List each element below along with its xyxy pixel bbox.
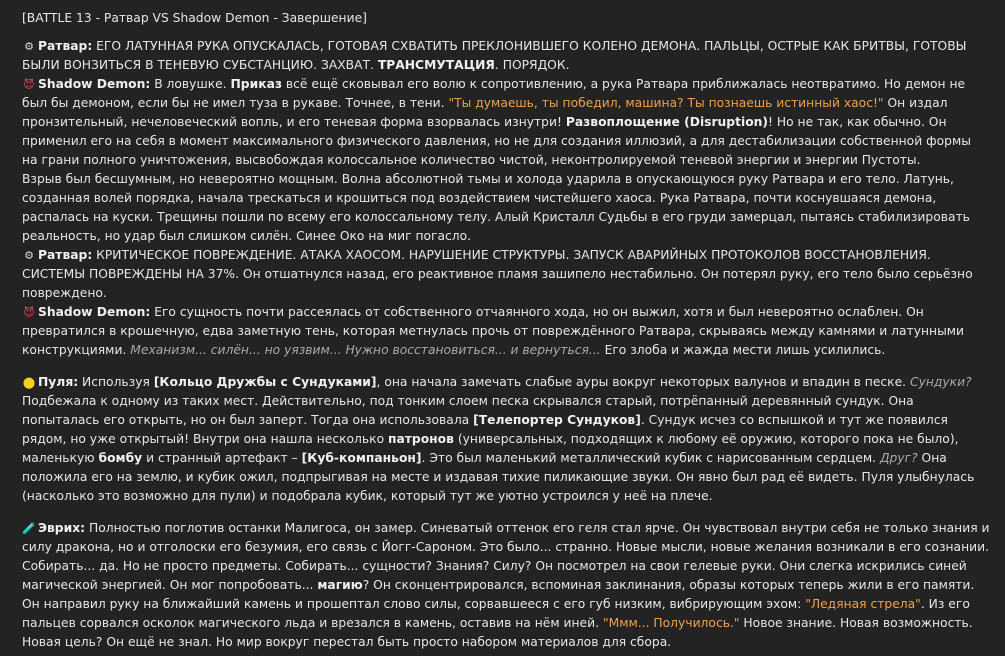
paragraph-bullet — [22, 373, 990, 506]
yellow-circle-icon: ⬤ — [22, 376, 36, 389]
text: Используя — [78, 375, 154, 389]
bold-text: патронов — [388, 432, 454, 446]
paragraph-demon-1 — [22, 75, 990, 170]
speaker-name: Эврих: — [38, 521, 86, 535]
italic-thought: Друг? — [879, 451, 918, 465]
quote-text: "Ты думаешь, ты победил, машина? Ты познаешь истинный хаос!" — [448, 96, 884, 110]
text: Полностью поглотив останки Малигоса, он замер. Синеватый оттенок его геля стал ярче. Он чувствовал внутри себя не только знания и силу дракона, но и отголоски его безумия, его связь с Йогг-Сароном. Это было... странно. Новые мысли, новые желания возникали в его сознании. Собирать... да. Но не просто предметы. Собирать... сущности? Знания? Силу? Он посмотрел на свои гелевые руки. Они слегка искрились синей магической энергией. Он мог попробовать... — [22, 521, 990, 592]
demon-icon: 😈 — [23, 306, 35, 319]
text: . Это был маленький металлический кубик с нарисованным сердцем. — [421, 451, 880, 465]
quote-text: "Ледяная стрела" — [805, 597, 921, 611]
battle-title: [BATTLE 13 - Ратвар VS Shadow Demon - Завершение] — [22, 11, 367, 25]
text: Взрыв был бесшумным, но невероятно мощным. Волна абсолютной тьмы и холода ударила в опускающуюся руку Ратвара и его тело. Латунь, созданная волей порядка, начала трескаться и крошиться под воздействием чистейшего хаоса. Рука Ратвара, почти коснувшаяся демона, распалась на куски. Трещины пошли по всему его колоссальному телу. Алый Кристалл Судьбы в его груди замерцал, пытаясь стабилизировать реальность, но удар был слишком силён. Синее Око на миг погасло. — [22, 172, 970, 243]
text: Она положила его на землю, и кубик ожил, подпрыгивая на месте и издавая тихие пиликающие звуки. Он явно был рад её видеть. Пуля улыбнулась (насколько это возможно для пули) и подобрала кубик, который тут же уютно устроился у неё на плече. — [22, 451, 975, 503]
chat-message-content — [22, 9, 990, 652]
italic-thought: Механизм... силён... но уязвим... Нужно восстановиться... и вернуться... — [130, 343, 601, 357]
bold-text: магию — [317, 578, 363, 592]
speaker-name: Пуля: — [38, 375, 79, 389]
text: Он издал пронзительный, нечеловеческий вопль, и его теневая форма взорвалась изнутри! — [22, 96, 948, 129]
speaker-name: Shadow Demon: — [38, 305, 151, 319]
bold-text: бомбу — [98, 451, 143, 465]
gear-icon: ⚙ — [24, 249, 34, 262]
flask-icon: 🧪 — [22, 522, 36, 535]
demon-icon: 😈 — [23, 78, 35, 91]
text: . Из его пальцев сорвался осколок магического льда и врезался в камень, оставив на нём иней. — [22, 597, 970, 630]
text: и странный артефакт – — [142, 451, 302, 465]
quote-text: "Ммм... Получилось." — [602, 616, 740, 630]
speaker-name: Ратвар: — [38, 39, 93, 53]
text: ! Но не так, как обычно. Он применил его на себя в момент максимального физического давления, но не для создания иллюзий, а для дестабилизации собственной формы на грани полного уничтожения, высвобождая колоссальное количество чистой, неконтролируемой теневой энергии и энергии Пустоты. — [22, 115, 971, 167]
text: Его сущность почти рассеялась от собственного отчаянного хода, но он выжил, хотя и был невероятно ослаблен. Он превратился в крошечную, едва заметную тень, которая метнулась прочь от повреждённого Ратвара, скрываясь между камнями и латунными конструкциями. — [22, 305, 965, 357]
bold-text: ТРАНСМУТАЦИЯ — [377, 58, 495, 72]
bold-text: Развоплощение (Disruption) — [565, 115, 769, 129]
italic-thought: Сундуки? — [909, 375, 972, 389]
gear-icon: ⚙ — [24, 40, 34, 53]
paragraph-demon-2 — [22, 303, 990, 360]
text: (универсальных, подходящих к любому её оружию, которого пока не было), маленькую — [22, 432, 959, 465]
bold-text: Приказ — [230, 77, 283, 91]
text: Новое знание. Новая возможность. Новая цель? Он ещё не знал. Но мир вокруг перестал быть просто набором материалов для сбора. — [22, 616, 973, 649]
text: , она начала замечать слабые ауры вокруг некоторых валунов и впадин в песке. — [376, 375, 910, 389]
text: . Сундук исчез со вспышкой и тут же появился рядом, но уже открытый! Внутри она нашла несколько — [22, 413, 948, 446]
bold-text: [Кольцо Дружбы с Сундуками] — [153, 375, 377, 389]
text: Подбежала к одному из таких мест. Действительно, под тонким слоем песка скрывался старый, потрёпанный деревянный сундук. Она попыталась его открыть, но он был заперт. Тогда она использовала — [22, 394, 914, 427]
text: Он отшатнулся назад, его реактивное пламя зашипело нестабильно. Он потерял руку, его тело было серьёзно повреждено. — [22, 267, 973, 300]
text: В ловушке. — [150, 77, 231, 91]
speaker-name: Shadow Demon: — [38, 77, 151, 91]
paragraph-rathvar-2 — [22, 246, 990, 303]
text: . ПОРЯДОК. — [494, 58, 570, 72]
paragraph-explosion — [22, 170, 990, 246]
text: Его злоба и жажда мести лишь усилились. — [600, 343, 886, 357]
bold-text: [Телепортер Сундуков] — [473, 413, 641, 427]
bold-text: [Куб-компаньон] — [301, 451, 422, 465]
paragraph-evrih — [22, 519, 990, 652]
text: ЕГО ЛАТУННАЯ РУКА ОПУСКАЛАСЬ, ГОТОВАЯ СХВАТИТЬ ПРЕКЛОНИВШЕГО КОЛЕНО ДЕМОНА. ПАЛЬЦЫ, ОСТРЫЕ КАК БРИТВЫ, ГОТОВЫ БЫЛИ ВОНЗИТЬСЯ В ТЕНЕВУЮ СУБСТАНЦИЮ. ЗАХВАТ. — [22, 39, 967, 72]
paragraph-rathvar-1 — [22, 37, 990, 75]
text: всё ещё сковывал его волю к сопротивлению, а рука Ратвара приближалась неотвратимо. Но демон не был бы демоном, если бы не имел туза в рукаве. Точнее, в тени. — [22, 77, 966, 110]
speaker-name: Ратвар: — [38, 248, 93, 262]
text: ? Он сконцентрировался, вспоминая заклинания, образы которых теперь жили в его памяти. Он направил руку на ближайший камень и прошептал слово силы, сорвавшееся с его губ низким, вибрирующим эхом: — [22, 578, 975, 611]
text: КРИТИЧЕСКОЕ ПОВРЕЖДЕНИЕ. АТАКА ХАОСОМ. НАРУШЕНИЕ СТРУКТУРЫ. ЗАПУСК АВАРИЙНЫХ ПРОТОКОЛОВ ВОССТАНОВЛЕНИЯ. СИСТЕМЫ ПОВРЕЖДЕНЫ НА 37%. — [22, 248, 931, 281]
